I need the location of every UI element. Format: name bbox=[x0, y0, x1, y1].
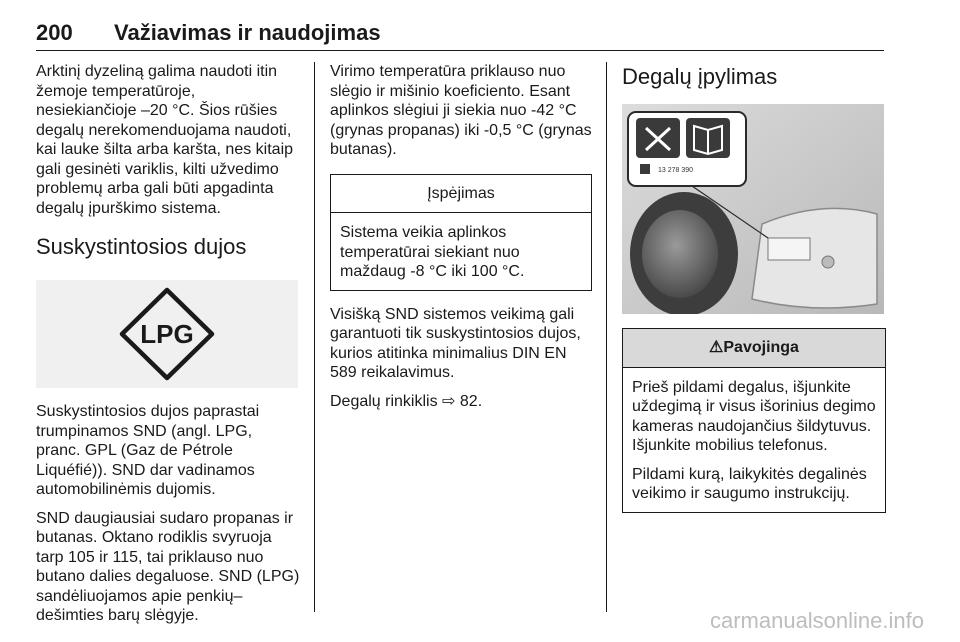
warning-triangle-icon: ⚠ bbox=[709, 339, 724, 356]
danger-paragraph-2: Pildami kurą, laikykitės degalinės veikimo ir saugumo instrukcijų. bbox=[632, 465, 867, 502]
boiling-paragraph: Virimo temperatūra priklauso nuo slėgio ir mišinio koeficiento. Esant aplinkos slėgiui ji siekia nuo -42 °C (grynas propanas) iki -0,5 °C (grynas butanas). bbox=[330, 63, 592, 158]
danger-box bbox=[622, 328, 886, 513]
page-header bbox=[36, 0, 884, 51]
section-heading-refuelling: Degalų įpylimas bbox=[622, 64, 778, 89]
section-heading-lpg: Suskystintosios dujos bbox=[36, 234, 247, 259]
column-left bbox=[36, 62, 300, 635]
lpg-paragraph-1: Suskystintosios dujos paprastai trumpinamos SND (angl. LPG, pranc. GPL (Gaz de Pétrole Liquéfié)). SND dar vadinamos automobilinėmis dujomis. bbox=[36, 403, 260, 498]
column-right bbox=[622, 62, 886, 527]
caution-text: Sistema veikia aplinkos temperatūrai siekiant nuo maždaug -8 °C iki 100 °C. bbox=[340, 224, 525, 280]
danger-body bbox=[623, 368, 885, 512]
site-watermark: carmanualsonline.info bbox=[709, 608, 924, 633]
label-part-number: 13 278 390 bbox=[658, 167, 694, 174]
danger-title: ⚠Pavojinga bbox=[623, 329, 885, 368]
lpg-label: LPG bbox=[140, 319, 194, 349]
fuel-flap-illustration bbox=[622, 104, 884, 314]
caution-title: Įspėjimas bbox=[331, 175, 591, 214]
page-number: 200 bbox=[36, 20, 73, 45]
intro-paragraph: Arktinį dyzeliną galima naudoti itin žemoje temperatūroje, nesiekiančioje –20 °C. Šios rūšies degalų nerekomenduojama naudoti, kai lauke šilta arba karšta, nes kitaip gali gesinėti variklis, kilti užvedimo problemų arba gali būti apgadinta degalų įpurškimo sistema. bbox=[36, 63, 294, 217]
din-paragraph: Visišką SND sistemos veikimą gali garantuoti tik suskystintosios dujos, kurios atitinka minimalius DIN EN 589 reikalavimus. bbox=[330, 305, 581, 381]
fuel-gauge-reference: Degalų rinkiklis ⇨ 82. bbox=[330, 392, 483, 410]
page-ref-arrow-icon: ⇨ bbox=[442, 392, 456, 410]
page-ref-link[interactable]: 82. bbox=[459, 392, 483, 410]
column-divider bbox=[314, 62, 315, 612]
lpg-paragraph-2: SND daugiausiai sudaro propanas ir butanas. Oktano rodiklis svyruoja tarp 105 ir 115, tai priklauso nuo butano dalies degaluose. SND (LPG) sandėliuojamos apie penkių–dešimties barų slėgyje. bbox=[36, 509, 300, 624]
danger-paragraph-1: Prieš pildami degalus, išjunkite uždegimą ir visus išorinius degimo kameras naudojančius šildytuvus. Išjunkite mobilius telefonus. bbox=[632, 378, 876, 454]
column-divider bbox=[606, 62, 607, 612]
column-middle bbox=[330, 62, 592, 420]
caution-box bbox=[330, 174, 592, 291]
lpg-diamond-icon bbox=[36, 280, 298, 388]
lpg-symbol-figure bbox=[36, 280, 298, 388]
page-title: Važiavimas ir naudojimas bbox=[114, 20, 381, 45]
fuel-flap-photo bbox=[622, 104, 884, 314]
